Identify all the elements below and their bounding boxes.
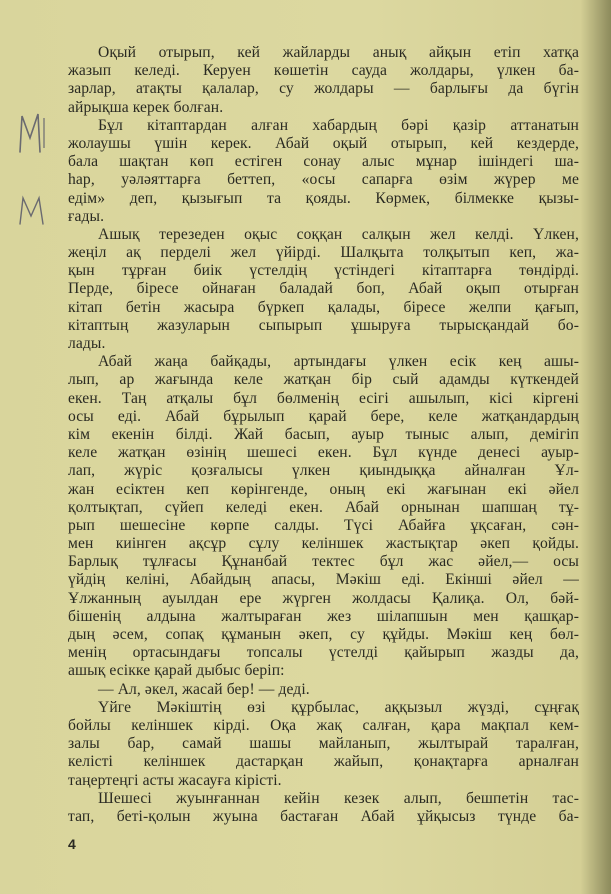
text-line: рып шешесіне көрпе салды. Түсі Абайға ұқсаған, сән- xyxy=(68,516,579,534)
text-line: Барлық тұлғасы Құнанбай тектес бұл жас әйел,— осы xyxy=(68,553,579,571)
text-line: менің ортасындағы топсалы үстелді қайырып жазды да, xyxy=(68,644,579,662)
book-page-text xyxy=(68,44,579,826)
text-line: келісті келіншек дастарқан жайып, қонақтарға арналған xyxy=(68,753,579,771)
text-line: Ұлжанның ауылдан ере жүрген жолдасы Қалиқа. Ол, бәй- xyxy=(68,589,579,607)
text-line: кітаптың жазуларын сыпырып ұшыруға тырысқандай бо- xyxy=(68,316,579,334)
text-line: ашық есікке қарай дыбыс беріп: xyxy=(68,662,285,680)
text-line: кітап бетін жасыра бүркеп қалады, біресе желпи қағып, xyxy=(68,298,579,316)
text-line: лады. xyxy=(68,335,106,352)
text-line: жолаушы үшін керек. Абай оқый отырып, кей кездерде, xyxy=(68,134,579,152)
text-line: тап, беті-қолын жуына бастаған Абай ұйқысыз түнде ба- xyxy=(68,807,579,825)
text-line: Шешесі жуынғаннан кейін кезек алып, бешпетін тас- xyxy=(98,789,579,807)
text-line: едім» деп, қызығып та қояды. Көрмек, білмекке қызы- xyxy=(68,189,579,207)
text-line: таңертеңгі асты жасауға кірісті. xyxy=(68,771,282,789)
text-line: бойлы келіншек кірді. Оқа жақ салған, қара мақпал кем- xyxy=(68,716,579,734)
text-line: бала шақтан көп естіген сонау алыс мұнар ішіндегі ша- xyxy=(68,153,579,171)
text-line: осы еді. Абай бұрылып қарай бере, келе жатқандардың xyxy=(68,407,579,425)
text-line: — Ал, әкел, жасай бер! — деді. xyxy=(98,680,310,698)
text-line: дың әсем, сопақ құманын әкеп, су құйды. Мәкіш кең бөл- xyxy=(68,626,579,643)
text-line: Бұл кітаптардан алған хабардың бәрі қазір аттанатын xyxy=(98,116,579,134)
text-line: Абай жаңа байқады, артындағы үлкен есік кең ашы- xyxy=(98,353,579,371)
text-line: қолтықтап, сүйеп келеді екен. Абай орнынан шапшаң тұ- xyxy=(68,498,579,516)
text-line: Оқый отырып, кей жайларды анық айқын етіп хатқа xyxy=(98,44,579,61)
text-line: Үйге Мәкіштің өзі құрбылас, аққызыл жүзді, сұңғақ xyxy=(98,698,579,716)
text-line: жеңіл ақ перделі жел үйірді. Шалқыта толқытып кеп, жа- xyxy=(68,244,579,262)
text-line: ғады. xyxy=(68,207,105,225)
handwritten-margin-mark xyxy=(16,194,48,228)
text-line: бішенің алдына жалтыраған жез шілапшын мен қашқар- xyxy=(68,607,579,625)
text-line: мен киінген ақсұр сұлу келіншек жастықтар әкеп қойды. xyxy=(68,535,579,553)
text-line: жазып келеді. Керуен көшетін сауда жолдары, үлкен ба- xyxy=(68,62,579,80)
text-line: үйдің келіні, Абайдың апасы, Мәкіш еді. Екінші әйел — xyxy=(68,571,579,589)
text-line: қын тұрған биік үстелдің үстіндегі кітаптарға төндірді. xyxy=(68,262,579,280)
text-line: екен. Таң атқалы бұл бөлменің есігі ашылып, кісі кіргені xyxy=(68,389,579,407)
text-line: һар, уәләяттарға беттеп, «осы сапарға өзім жүрер ме xyxy=(68,171,579,189)
page-number: 4 xyxy=(68,836,76,852)
text-line: кім екенін білді. Жай басып, ауыр тыныс алып, демігіп xyxy=(68,425,579,443)
text-line: Ашық терезеден оқыс соққан салқын жел келді. Үлкен, xyxy=(98,225,579,243)
text-line: айрықша керек болған. xyxy=(68,98,224,116)
text-line: лап, жүріс қозғалысы үлкен қиындыққа айналған Ұл- xyxy=(68,462,579,480)
text-line: жан есіктен кеп көрінгенде, оның екі жағынан екі әйел xyxy=(68,480,579,498)
handwritten-margin-mark xyxy=(14,108,48,158)
text-line: залы бар, самай шашы майланып, жылтырай таралған, xyxy=(68,735,579,753)
text-line: Перде, біресе ойнаған баладай боп, Абай оқып отырған xyxy=(68,280,579,298)
text-line: келе жатқан өзінің шешесі екен. Бұл күнде денесі ауыр- xyxy=(68,444,579,462)
text-line: зарлар, атақты қалалар, су жолдары — барлығы да бүгін xyxy=(68,80,579,98)
text-line: лып, ар жағында келе жатқан бір сый адамды күткендей xyxy=(68,371,579,389)
